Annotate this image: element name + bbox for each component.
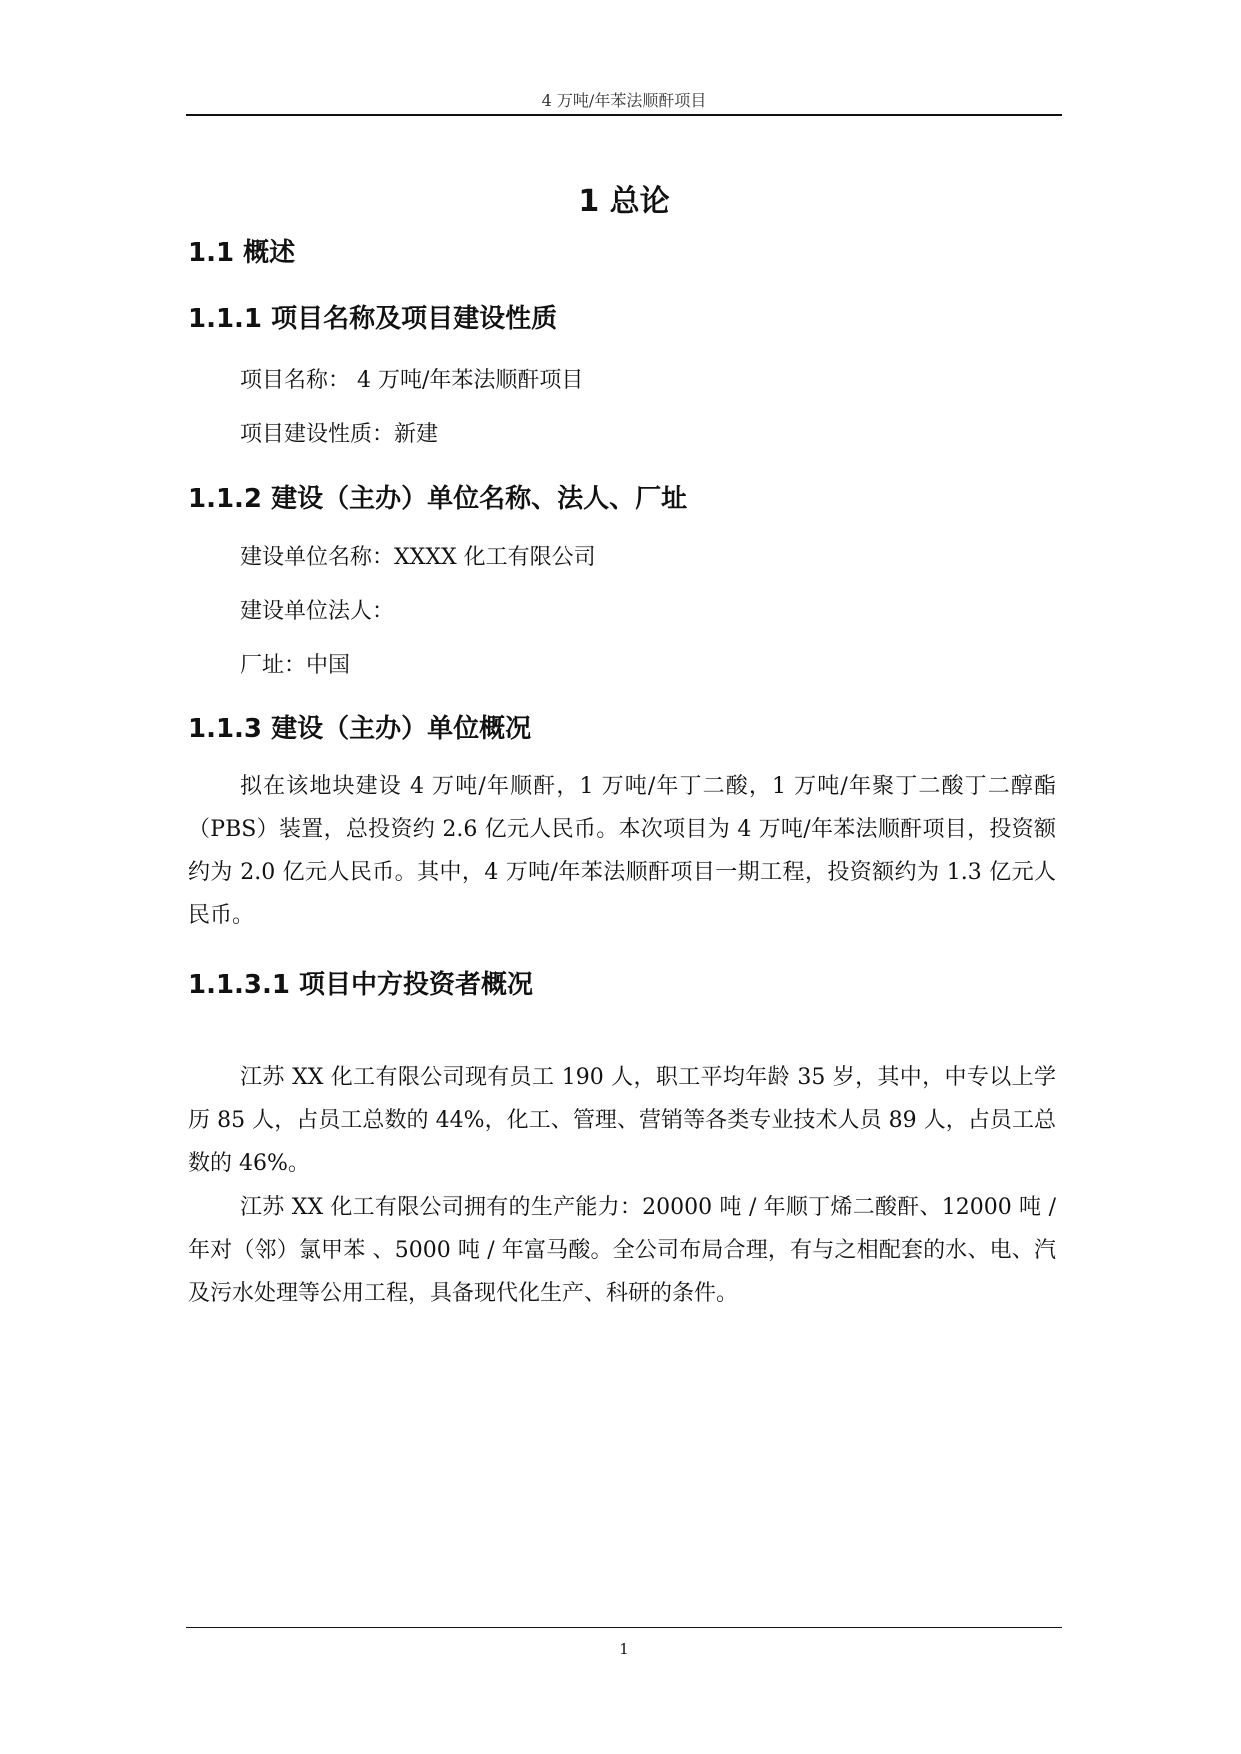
overview-paragraph: 拟在该地块建设 4 万吨/年顺酐，1 万吨/年丁二酸，1 万吨/年聚丁二酸丁二醇酯（PBS）装置，总投资约 2.6 亿元人民币。本次项目为 4 万吨/年苯法顺酐项目，投资额约为 2.0 亿元人民币。其中，4 万吨/年苯法顺酐项目一期工程，投资额约为 1.3 亿元人民币。 (188, 774, 1056, 928)
section-heading-1-1-1: 1.1.1 项目名称及项目建设性质 (188, 304, 558, 334)
footer-rule (186, 1627, 1062, 1628)
running-header: 4 万吨/年苯法顺酐项目 (541, 91, 707, 110)
investor-staff-paragraph: 江苏 XX 化工有限公司现有员工 190 人，职工平均年龄 35 岁，其中，中专以上学历 85 人，占员工总数的 44%，化工、管理、营销等各类专业技术人员 89 人，占员工总数的 46%。 (188, 1065, 1056, 1176)
investor-capacity-paragraph: 江苏 XX 化工有限公司拥有的生产能力：20000 吨 / 年顺丁烯二酸酐、12000 吨 / 年对（邻）氯甲苯 、5000 吨 / 年富马酸。全公司布局合理，有与之相配套的水、电、汽及污水处理等公用工程，具备现代化生产、科研的条件。 (188, 1195, 1056, 1306)
site-line: 厂址：中国 (240, 653, 351, 678)
chapter-title: 1 总论 (578, 184, 670, 219)
section-heading-1-1: 1.1 概述 (188, 238, 296, 268)
header-rule (186, 114, 1062, 116)
project-nature-line: 项目建设性质：新建 (240, 422, 439, 447)
section-heading-1-1-3: 1.1.3 建设（主办）单位概况 (188, 714, 532, 744)
legal-person-line: 建设单位法人： (240, 599, 395, 624)
company-name-line: 建设单位名称：XXXX 化工有限公司 (240, 545, 596, 570)
section-heading-1-1-3-1: 1.1.3.1 项目中方投资者概况 (188, 970, 534, 1000)
project-name-line: 项目名称： 4 万吨/年苯法顺酐项目 (240, 368, 584, 393)
page-number: 1 (619, 1640, 629, 1658)
section-heading-1-1-2: 1.1.2 建设（主办）单位名称、法人、厂址 (188, 484, 688, 514)
